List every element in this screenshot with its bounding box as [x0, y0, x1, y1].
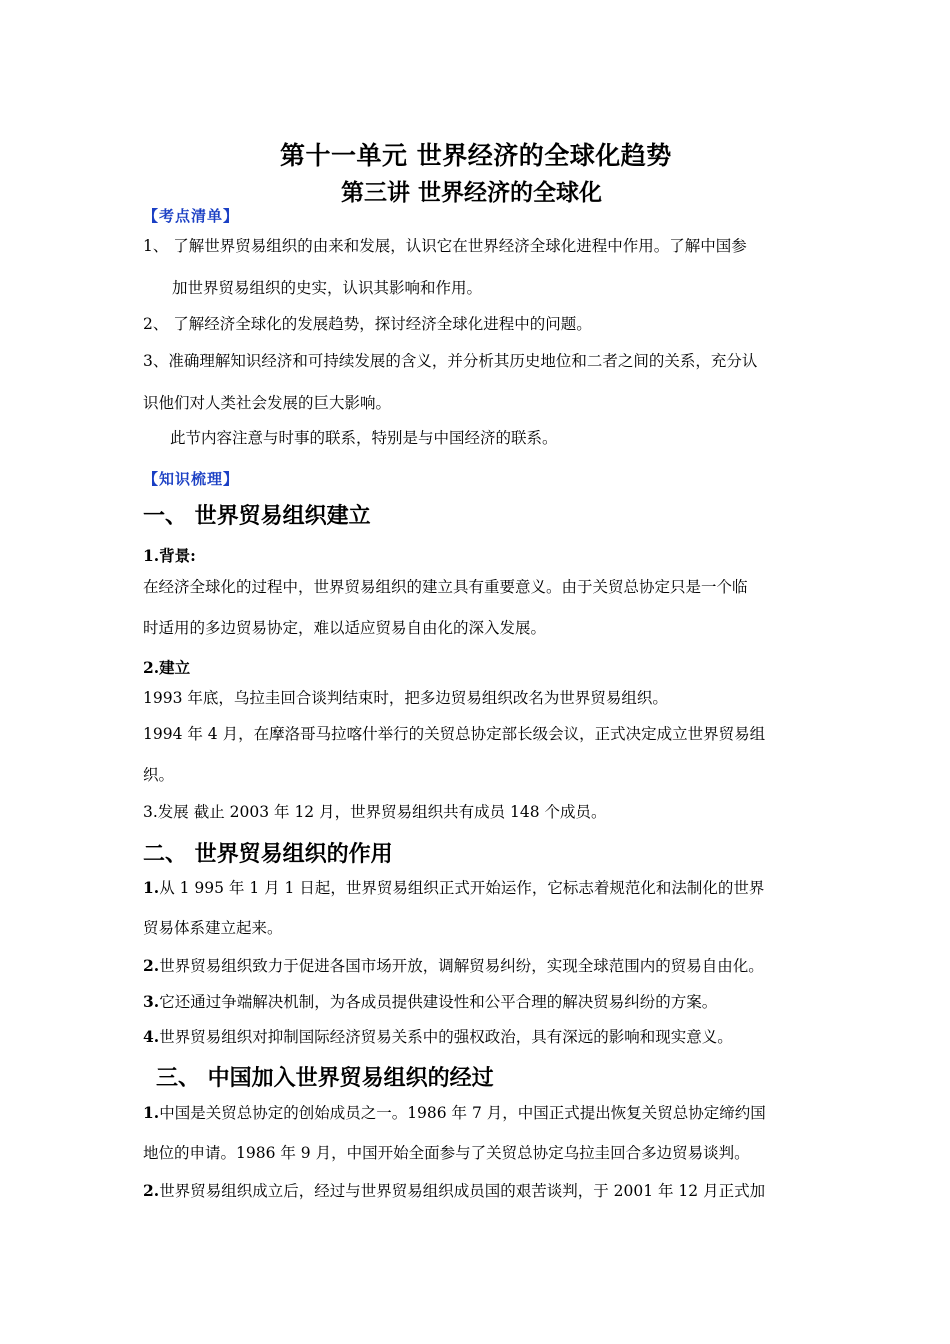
item-number: 2.	[143, 1181, 160, 1200]
item-text: 世界贸易组织对抑制国际经济贸易关系中的强权政治，具有深远的影响和现实意义。	[159, 1028, 733, 1046]
section-2-item-1-cont: 贸易体系建立起来。	[143, 919, 283, 937]
section-1-background-label: 1.背景:	[143, 546, 196, 565]
item-number: 1.	[143, 878, 160, 897]
item-number: 4.	[143, 1027, 160, 1046]
unit-title: 第十一单元 世界经济的全球化趋势	[280, 141, 672, 170]
item-text: 从 1 995 年 1 月 1 日起，世界贸易组织正式开始运作，它标志着规范化和法制化的世界	[159, 879, 765, 897]
checklist-item-2: 2、 了解经济全球化的发展趋势，探讨经济全球化进程中的问题。	[143, 315, 592, 333]
item-text: 中国是关贸总协定的创始成员之一。1986 年 7 月，中国正式提出恢复关贸总协定缔约国	[159, 1104, 766, 1122]
section-1-heading: 一、 世界贸易组织建立	[143, 503, 371, 529]
section-2-item-4	[143, 1029, 733, 1046]
section-3-item-2	[143, 1183, 765, 1200]
checklist-tag: 【考点清单】	[143, 207, 240, 225]
section-2-item-3	[143, 994, 717, 1011]
checklist-item-3: 3、准确理解知识经济和可持续发展的含义，并分析其历史地位和二者之间的关系，充分认	[143, 352, 758, 370]
section-1-development: 3.发展 截止 2003 年 12 月，世界贸易组织共有成员 148 个成员。	[143, 803, 607, 821]
section-2-heading: 二、 世界贸易组织的作用	[143, 841, 393, 867]
section-2-item-1	[143, 880, 764, 897]
section-3-heading: 三、 中国加入世界贸易组织的经过	[156, 1065, 494, 1091]
section-1-establish-1994-cont: 织。	[143, 766, 175, 784]
knowledge-tag: 【知识梳理】	[143, 470, 240, 488]
item-number: 1.	[143, 1103, 160, 1122]
section-1-establish-label: 2.建立	[143, 658, 191, 677]
item-text: 它还通过争端解决机制，为各成员提供建设性和公平合理的解决贸易纠纷的方案。	[159, 993, 718, 1011]
checklist-note: 此节内容注意与时事的联系，特别是与中国经济的联系。	[170, 429, 558, 447]
section-2-item-2	[143, 958, 764, 975]
item-number: 2.	[143, 956, 160, 975]
item-number: 3.	[143, 992, 160, 1011]
section-1-establish-1994: 1994 年 4 月，在摩洛哥马拉喀什举行的关贸总协定部长级会议，正式决定成立世界贸易组	[143, 725, 766, 743]
section-3-item-1-cont: 地位的申请。1986 年 9 月，中国开始全面参与了关贸总协定乌拉圭回合多边贸易谈判。	[143, 1144, 750, 1162]
checklist-item-1-cont: 加世界贸易组织的史实，认识其影响和作用。	[172, 279, 483, 297]
checklist-item-3-cont: 识他们对人类社会发展的巨大影响。	[143, 394, 392, 412]
item-text: 世界贸易组织成立后，经过与世界贸易组织成员国的艰苦谈判，于 2001 年 12 月正式加	[159, 1182, 766, 1200]
section-1-background-text-cont: 时适用的多边贸易协定，难以适应贸易自由化的深入发展。	[143, 619, 547, 637]
checklist-item-1: 1、 了解世界贸易组织的由来和发展，认识它在世界经济全球化进程中作用。了解中国参	[143, 237, 747, 255]
lecture-title: 第三讲 世界经济的全球化	[341, 179, 603, 206]
section-3-item-1	[143, 1105, 766, 1122]
item-text: 世界贸易组织致力于促进各国市场开放，调解贸易纠纷，实现全球范围内的贸易自由化。	[159, 957, 764, 975]
section-1-establish-1993: 1993 年底，乌拉圭回合谈判结束时，把多边贸易组织改名为世界贸易组织。	[143, 689, 668, 707]
section-1-background-text: 在经济全球化的过程中，世界贸易组织的建立具有重要意义。由于关贸总协定只是一个临	[143, 578, 748, 596]
